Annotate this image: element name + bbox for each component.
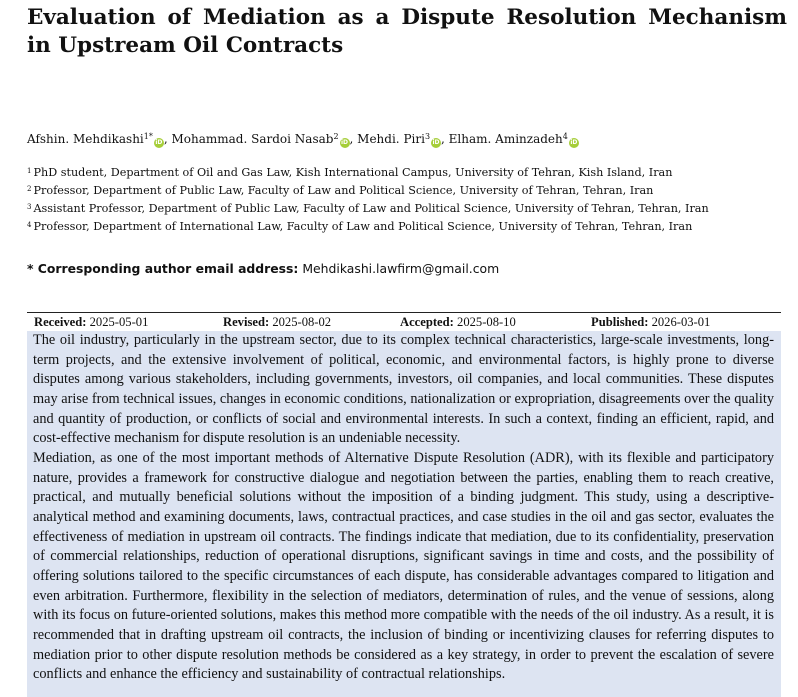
affiliation-text: Assistant Professor, Department of Public Law, Faculty of Law and Political Science, University of Tehran, Tehran, Iran	[33, 202, 709, 215]
orcid-icon[interactable]: iD	[155, 139, 163, 146]
accepted-value: 2025-08-10	[457, 315, 516, 329]
orcid-icon[interactable]: iD	[341, 139, 349, 146]
author-name: Mehdi. Piri	[357, 132, 425, 146]
author	[357, 132, 449, 146]
author-separator: ,	[349, 132, 358, 146]
abstract	[27, 331, 781, 697]
abstract-paragraph: Mediation, as one of the most important methods of Alternative Dispute Resolution (ADR), with its flexible and participatory nature, provides a framework for constructive dialogue and negotiation between the parties, enabling them to reach creative, practical, and mutually beneficial solutions without the imposition of a binding judgment. This study, using a descriptive-analytical method and examining documents, laws, contractual practices, and case studies in the oil and gas sector, evaluates the effectiveness of mediation in upstream oil contracts. The findings indicate that mediation, due to its confidentiality, preservation of commercial relationships, reduction of operational disruptions, significant savings in time and costs, and the possibility of offering solutions tailored to the specific circumstances of each dispute, has considerable advantages compared to litigation and even arbitration. Furthermore, flexibility in the selection of mediators, determination of rules, and the venue of sessions, along with its focus on future-oriented solutions, makes this method more compatible with the needs of the oil industry. As a result, it is recommended that in drafting upstream oil contracts, the inclusion of binding or incentivizing clauses for referring disputes to mediation prior to other dispute resolution methods be considered as a key strategy, in order to prevent the escalation of severe conflicts and enhance the efficiency and sustainability of contractual relationships.	[33, 449, 774, 683]
affiliation	[27, 217, 787, 235]
corresponding-label: * Corresponding author email address:	[27, 261, 299, 276]
received-value: 2025-05-01	[89, 315, 149, 329]
affiliation	[27, 199, 787, 217]
abstract-paragraph: The oil industry, particularly in the upstream sector, due to its complex technical characteristics, large-scale investments, long-term projects, and the extensive involvement of political, economic, and environmental factors, is highly prone to diverse disputes among various stakeholders, including governments, investors, oil companies, and local communities. These disputes may arise from technical issues, changes in economic conditions, nationalization or expropriation, disagreements over the quality and quantity of production, or conflicts of social and environmental interests. In such a context, finding an efficient, rapid, and cost-effective mechanism for dispute resolution is an undeniable necessity.	[33, 332, 774, 447]
author-affil-marker: 2	[333, 132, 339, 141]
corresponding-author	[27, 260, 787, 277]
author-name: Elham. Aminzadeh	[448, 132, 563, 146]
accepted-date	[400, 313, 516, 331]
paper-title: Evaluation of Mediation as a Dispute Resolution Mechanism in Upstream Oil Contracts	[27, 5, 787, 58]
affiliation-text: Professor, Department of International Law, Faculty of Law and Political Science, University of Tehran, Tehran, Iran	[33, 220, 693, 233]
author-separator: ,	[441, 132, 449, 146]
published-label: Published:	[591, 315, 649, 329]
affiliation	[27, 163, 787, 181]
affiliation-number: 3	[27, 203, 32, 211]
author-name: Afshin. Mehdikashi	[27, 132, 144, 146]
revised-value: 2025-08-02	[272, 315, 332, 329]
received-date	[34, 313, 148, 331]
published-value: 2026-03-01	[651, 315, 711, 329]
affiliation	[27, 181, 787, 199]
article-dates	[27, 312, 781, 332]
affiliation-number: 4	[27, 221, 32, 229]
author	[172, 132, 358, 146]
orcid-icon[interactable]: iD	[432, 139, 440, 146]
author	[27, 132, 172, 146]
author-name: Mohammad. Sardoi Nasab	[171, 132, 334, 146]
affiliation-number: 1	[27, 167, 32, 175]
corresponding-email[interactable]: Mehdikashi.lawfirm@gmail.com	[302, 261, 500, 276]
revised-date	[223, 313, 331, 331]
published-date	[591, 313, 710, 331]
affiliation-text: PhD student, Department of Oil and Gas Law, Kish International Campus, University of Tehran, Kish Island, Iran	[33, 166, 673, 179]
author-affil-marker: 3	[424, 132, 431, 141]
accepted-label: Accepted:	[400, 315, 454, 329]
affiliation-list	[27, 163, 787, 235]
orcid-icon[interactable]: iD	[570, 139, 578, 146]
author-affil-marker: 4	[562, 132, 568, 141]
affiliation-number: 2	[27, 185, 32, 193]
author	[449, 132, 579, 146]
affiliation-text: Professor, Department of Public Law, Faculty of Law and Political Science, University of Tehran, Tehran, Iran	[33, 184, 654, 197]
author-separator: ,	[163, 132, 172, 146]
author-affil-marker: 1*	[143, 132, 153, 141]
revised-label: Revised:	[223, 315, 270, 329]
received-label: Received:	[34, 315, 87, 329]
author-list	[27, 129, 787, 148]
